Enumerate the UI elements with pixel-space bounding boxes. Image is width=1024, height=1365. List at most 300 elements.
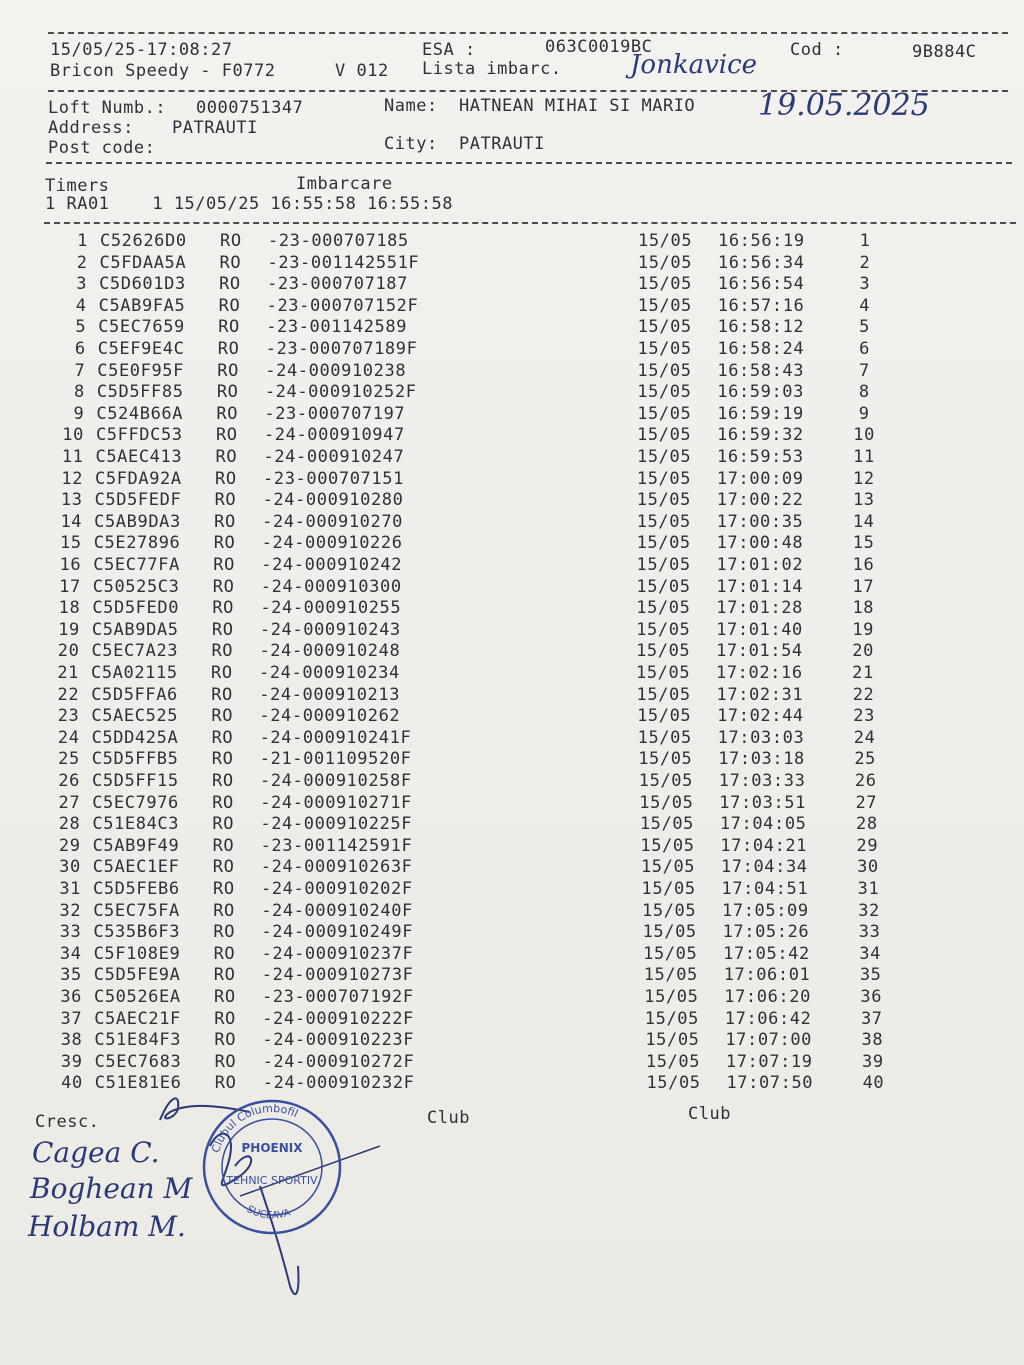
arrival-time: 17:07:19 [725,1051,813,1072]
row-index: 15 [60,533,82,554]
arrival-time: 16:58:12 [717,317,805,338]
arrival-time: 16:59:53 [717,447,804,467]
arrival-date: 15/05 [636,641,691,662]
row-index: 29 [58,835,81,856]
arrival-time: 16:57:16 [717,295,805,316]
arrival-date: 15/05 [645,1051,701,1072]
ring-number: -24-000910272F [262,1051,415,1072]
ring-number: -24-000910242 [261,555,403,575]
row-index: 27 [58,792,81,813]
chip-id: C5EC7A23 [91,641,179,662]
ring-number: -24-000910300 [260,576,402,597]
ring-number: -24-000910263F [260,857,413,878]
row-index: 11 [61,447,84,467]
position-number: 15 [852,533,875,554]
row-index: 4 [75,295,87,316]
position-number: 33 [858,922,881,943]
cod-label: Cod : [790,40,844,60]
country-code: RO [211,706,234,727]
row-index: 22 [57,684,80,705]
position-number: 39 [862,1051,884,1072]
position-number: 26 [854,771,877,791]
arrival-time: 16:58:43 [717,360,805,381]
chip-id: C5AEC21F [94,1008,181,1029]
arrival-time: 17:04:05 [719,814,807,835]
arrival-time: 17:01:28 [716,598,803,619]
arrival-date: 15/05 [636,576,691,597]
city-value: PATRAUTI [459,134,545,154]
arrival-time: 17:04:21 [720,835,808,856]
arrival-date: 15/05 [638,771,693,791]
ring-number: -24-000910225F [260,814,413,835]
row-index: 26 [58,771,80,791]
divider-line [48,32,1008,34]
country-code: RO [215,468,237,489]
ring-number: -21-001109520F [259,749,412,770]
country-code: RO [216,403,239,424]
chip-id: C5EC75FA [93,900,180,921]
position-number: 5 [859,317,870,338]
imbarcare-label: Imbarcare [296,174,393,194]
ring-number: -23-000707192F [262,987,414,1007]
row-index: 35 [60,965,82,986]
chip-id: C5AEC413 [95,447,183,467]
arrival-time: 17:02:44 [717,706,804,727]
country-code: RO [214,490,237,511]
country-code: RO [216,382,239,403]
arrival-time: 17:04:34 [720,857,808,878]
country-code: RO [214,511,236,532]
arrival-time: 17:04:51 [721,879,809,899]
ring-number: -24-000910258F [260,771,412,791]
country-code: RO [213,922,236,943]
country-code: RO [211,619,234,640]
arrival-date: 15/05 [636,490,691,511]
arrival-time: 17:03:51 [719,792,806,813]
cod-value: 9B884C [912,42,977,62]
ring-number: -24-000910222F [262,1008,414,1029]
arrival-time: 16:56:54 [717,274,805,295]
ring-number: -23-000707152F [266,295,419,316]
arrival-date: 15/05 [640,857,696,878]
arrival-time: 16:56:19 [718,231,805,251]
ring-number: -24-000910237F [261,943,414,964]
arrival-date: 15/05 [638,749,693,770]
arrival-date: 15/05 [637,274,692,295]
arrival-time: 17:05:26 [722,922,810,943]
handwritten-name: Holbam M. [28,1210,186,1243]
position-number: 21 [852,663,874,683]
position-number: 3 [859,274,871,295]
row-index: 12 [61,468,84,489]
ring-number: -24-000910240F [261,900,413,921]
arrival-date: 15/05 [644,987,699,1007]
chip-id: C5D5FEDF [94,490,182,511]
arrival-date: 15/05 [644,1008,699,1029]
ring-number: -23-000707197 [264,403,406,424]
arrival-date: 15/05 [639,792,694,813]
chip-id: C5FDA92A [95,468,182,489]
position-number: 36 [860,987,883,1007]
arrival-date: 15/05 [645,1030,700,1051]
svg-text:SUCEAVA [245,1204,292,1221]
position-number: 2 [859,252,871,273]
chip-id: C5D601D3 [99,274,186,295]
row-index: 39 [60,1051,83,1072]
row-index: 19 [58,619,80,640]
chip-id: C50525C3 [92,576,180,597]
country-code: RO [213,879,235,899]
arrival-time: 17:00:22 [716,490,804,511]
row-index: 2 [76,252,88,273]
position-number: 19 [852,619,875,640]
divider-line [46,162,1012,164]
arrival-date: 15/05 [636,684,691,705]
ring-number: -24-000910247 [263,447,405,467]
country-code: RO [212,771,234,791]
row-index: 8 [74,382,85,403]
arrival-time: 16:58:24 [717,339,805,359]
handwritten-name: Boghean M [30,1172,193,1205]
ring-number: -24-000910213 [259,684,401,705]
row-index: 25 [58,749,80,770]
row-index: 32 [59,900,82,921]
position-number: 9 [858,403,870,424]
row-index: 31 [59,879,81,899]
country-code: RO [211,749,234,770]
position-number: 27 [855,792,878,813]
ring-number: -24-000910262 [259,706,401,727]
chip-id: C5F108E9 [93,943,181,964]
arrival-date: 15/05 [637,382,692,403]
chip-id: C535B6F3 [93,922,181,943]
cresc-label: Cresc. [35,1112,100,1132]
arrival-time: 17:02:31 [716,684,804,705]
row-index: 38 [60,1030,83,1051]
address-label: Address: [48,118,134,138]
ring-number: -24-000910234 [259,663,400,683]
position-number: 25 [854,749,877,770]
arrival-date: 15/05 [636,533,691,554]
arrival-date: 15/05 [637,339,692,359]
position-number: 6 [859,339,870,359]
ring-number: -24-000910248 [259,641,401,662]
chip-id: C5AB9DA5 [91,619,179,640]
chip-id: C5A02115 [91,663,178,683]
arrival-time: 17:01:02 [716,555,804,575]
row-index: 3 [76,274,88,295]
arrival-time: 16:59:32 [717,425,804,446]
ring-number: -23-000707151 [263,468,404,489]
country-code: RO [212,792,234,813]
name-label: Name: [384,96,438,116]
arrival-time: 17:00:48 [716,533,804,554]
row-index: 13 [60,490,83,511]
position-number: 35 [859,965,882,986]
arrival-date: 15/05 [637,727,692,748]
chip-id: C5EF9E4C [97,339,185,359]
country-code: RO [219,252,242,273]
position-number: 22 [852,684,875,705]
timers-label: Timers [45,176,110,196]
ring-number: -24-000910273F [261,965,414,986]
country-code: RO [211,641,234,662]
chip-id: C5EC7976 [92,792,179,813]
row-index: 33 [59,922,82,943]
ring-number: -23-000707187 [267,274,408,295]
country-code: RO [212,814,235,835]
arrival-time: 17:07:00 [725,1030,813,1051]
chip-id: C5AEC525 [91,706,179,727]
country-code: RO [215,447,238,467]
chip-id: C51E81E6 [94,1073,182,1094]
position-number: 38 [861,1030,884,1051]
row-index: 9 [73,403,85,424]
arrival-date: 15/05 [643,965,698,986]
country-code: RO [214,1073,237,1094]
handwritten-place: Jonkavice [630,50,758,80]
chip-id: C5D5FFB5 [91,749,179,770]
stamp-center-text: PHOENIX [241,1141,303,1155]
position-number: 11 [853,447,875,467]
position-number: 8 [858,382,870,403]
row-index: 30 [59,857,81,878]
position-number: 20 [852,641,874,662]
row-index: 21 [57,663,79,683]
country-code: RO [211,663,233,683]
row-index: 16 [59,555,82,575]
arrival-date: 15/05 [636,619,691,640]
ring-number: -24-000910241F [259,727,412,748]
chip-id: C5D5FE9A [93,965,181,986]
list-title: Lista imbarc. [422,59,562,79]
arrival-time: 17:02:16 [716,663,803,683]
arrival-date: 15/05 [637,252,693,273]
ring-number: -23-001142591F [260,835,413,856]
row-index: 14 [60,511,83,532]
arrival-date: 15/05 [637,295,692,316]
arrival-time: 16:56:34 [717,252,805,273]
chip-id: C5D5FF15 [92,771,179,791]
arrival-time: 17:06:42 [724,1008,812,1029]
arrival-date: 15/05 [636,468,692,489]
chip-id: C5FFDC53 [95,425,183,446]
arrival-time: 16:59:03 [717,382,804,403]
arrival-date: 15/05 [637,403,692,424]
chip-id: C5AB9F49 [92,835,180,856]
postcode-label: Post code: [48,138,156,158]
chip-id: C5E27896 [93,533,181,554]
chip-id: C52626D0 [100,231,187,251]
arrival-date: 15/05 [641,879,696,899]
ring-number: -24-000910947 [263,425,405,446]
row-index: 36 [60,987,82,1007]
chip-id: C5AEC1EF [92,857,180,878]
address-value: PATRAUTI [172,118,258,138]
city-label: City: [384,134,438,154]
country-code: RO [214,1030,237,1051]
country-code: RO [211,684,233,705]
arrival-time: 17:03:18 [718,749,805,770]
arrival-time: 17:01:40 [716,619,803,640]
club-label: Club [427,1108,470,1128]
country-code: RO [220,231,242,251]
row-index: 34 [59,943,82,964]
position-number: 29 [856,835,879,856]
row-index: 6 [74,339,86,359]
ring-number: -23-000707189F [265,339,418,359]
divider-line [44,222,1016,224]
position-number: 12 [853,468,875,489]
position-number: 14 [852,511,875,532]
arrival-time: 17:03:03 [717,727,805,748]
timer-line: 1 RA01 1 15/05/25 16:55:58 16:55:58 [45,194,453,214]
country-code: RO [212,576,235,597]
ring-number: -24-000910238 [265,360,407,381]
chip-id: C5D5FF85 [96,382,184,403]
position-number: 7 [858,360,870,381]
row-index: 17 [59,576,81,597]
chip-id: C5EC77FA [93,555,180,575]
position-number: 34 [859,943,881,964]
row-index: 10 [62,425,84,446]
position-number: 32 [858,900,880,921]
row-index: 20 [57,641,80,662]
loft-number: 0000751347 [196,98,304,118]
row-index: 23 [57,706,80,727]
chip-id: C5FDAA5A [99,252,187,273]
chip-id: C5DD425A [91,727,179,748]
chip-id: C5EC7659 [98,317,185,338]
position-number: 23 [853,706,875,727]
stamp-center-text: TEHNIC SPORTIV [226,1174,318,1187]
chip-id: C5AB9FA5 [98,295,186,316]
country-code: RO [213,533,236,554]
arrival-date: 15/05 [637,360,692,381]
position-number: 28 [855,814,878,835]
stamp-top-text: Clubul Columbofil [209,1101,301,1155]
country-code: RO [213,965,236,986]
position-number: 13 [852,490,875,511]
chip-id: C51E84C3 [92,814,180,835]
ring-number: -23-000707185 [268,231,409,251]
position-number: 37 [860,1008,883,1029]
country-code: RO [218,317,240,338]
loft-label: Loft Numb.: [48,98,167,118]
arrival-date: 15/05 [636,555,691,575]
position-number: 24 [853,727,876,748]
ring-number: -24-000910280 [262,490,404,511]
country-code: RO [213,900,235,921]
ring-number: -24-000910243 [259,619,401,640]
print-datetime: 15/05/25-17:08:27 [50,40,233,60]
owner-name: HATNEAN MIHAI SI MARIO [459,96,696,116]
ring-number: -24-000910270 [262,511,403,532]
position-number: 18 [852,598,875,619]
ring-number: -24-000910226 [261,533,403,554]
position-number: 31 [857,879,880,899]
ring-number: -24-000910271F [260,792,412,813]
arrival-time: 17:07:50 [726,1073,814,1094]
club-stamp [195,1092,350,1242]
arrival-time: 17:06:01 [723,965,811,986]
ring-number: -24-000910249F [261,922,414,943]
country-code: RO [219,274,241,295]
country-code: RO [212,835,235,856]
country-code: RO [214,987,236,1007]
arrival-time: 17:00:35 [716,511,804,532]
chip-id: C5D5FEB6 [93,879,180,899]
handwritten-date: 19.05.2025 [758,88,930,123]
arrival-time: 17:01:54 [716,641,803,662]
country-code: RO [217,339,240,359]
arrival-date: 15/05 [638,231,693,251]
chip-id: C5AB9DA3 [94,511,181,532]
stamp-bottom-text: SUCEAVA [244,1204,292,1222]
row-index: 7 [74,360,86,381]
ring-number: -24-000910223F [262,1030,415,1051]
row-index: 5 [75,317,87,338]
arrival-date: 15/05 [636,598,691,619]
ring-number: -24-000910252F [264,382,417,403]
device-name: Bricon Speedy - F0772 [50,61,276,81]
arrival-date: 15/05 [637,317,692,338]
country-code: RO [214,1051,237,1072]
arrival-date: 15/05 [636,511,691,532]
chip-id: C5E0F95F [97,360,184,381]
handwritten-name: Cagea C. [32,1136,160,1169]
position-number: 30 [857,857,879,878]
arrival-time: 17:01:14 [716,576,804,597]
esa-label: ESA : [422,40,476,60]
country-code: RO [217,360,239,381]
arrival-time: 17:05:42 [723,943,810,964]
position-number: 4 [859,295,871,316]
chip-id: C5EC7683 [94,1051,182,1072]
row-index: 18 [58,598,81,619]
position-number: 1 [859,231,871,251]
ring-number: -24-000910202F [261,879,413,899]
chip-id: C51E84F3 [94,1030,182,1051]
position-number: 17 [852,576,875,597]
arrival-time: 17:00:09 [716,468,804,489]
arrival-date: 15/05 [637,425,692,446]
arrival-date: 15/05 [639,814,695,835]
arrival-time: 17:06:20 [724,987,811,1007]
row-index: 28 [58,814,81,835]
position-number: 40 [862,1073,885,1094]
country-code: RO [212,598,235,619]
esa-value: 063C0019BC [545,37,653,57]
row-index: 40 [61,1073,83,1094]
ring-number: -23-001142551F [267,252,420,273]
version: V 012 [335,61,389,81]
country-code: RO [218,295,241,316]
arrival-date: 15/05 [642,922,697,943]
arrival-date: 15/05 [642,900,697,921]
chip-id: C50526EA [94,987,181,1007]
arrival-time: 17:03:33 [718,771,806,791]
chip-id: C5D5FFA6 [91,684,178,705]
arrival-date: 15/05 [637,706,692,727]
country-code: RO [213,943,236,964]
chip-id: C524B66A [96,403,184,424]
country-code: RO [211,727,234,748]
club-label: Club [688,1104,731,1124]
ring-number: -24-000910232F [262,1073,415,1094]
country-code: RO [215,425,238,446]
arrival-date: 15/05 [637,447,692,467]
